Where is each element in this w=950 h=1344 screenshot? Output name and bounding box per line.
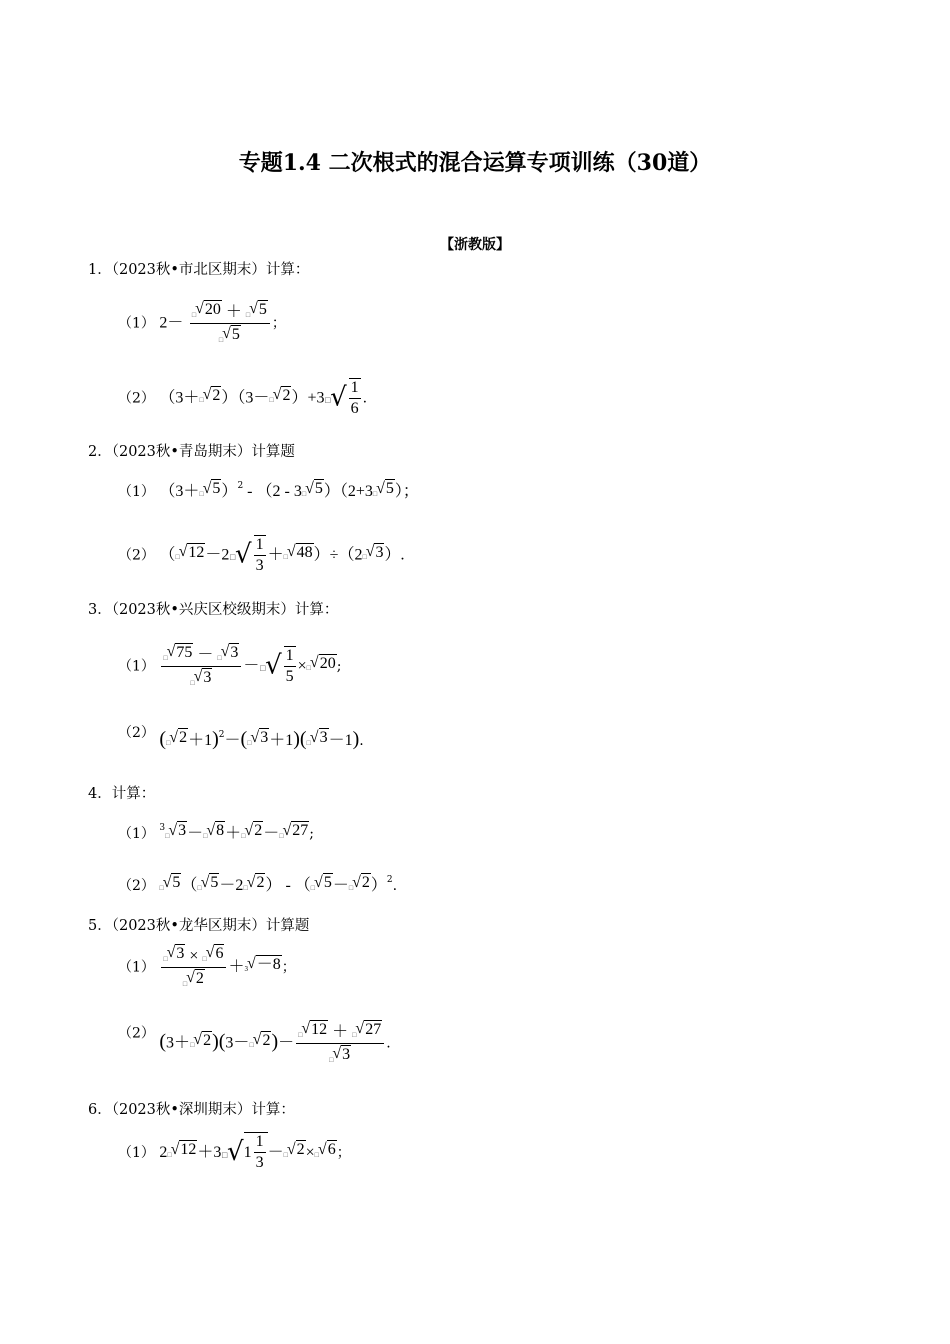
- radical: □ √ 20: [191, 300, 221, 319]
- radical: □ √ 2: [190, 1031, 212, 1050]
- question-4-heading: 4．计算：: [88, 786, 156, 802]
- radical: □ √ 20: [306, 654, 336, 673]
- radical: □ √ 48: [283, 543, 313, 562]
- fraction: □ √ 12 ＋ □ √ 27 □ √ 3: [296, 1020, 384, 1067]
- radical: □ √ 12: [167, 1140, 197, 1159]
- radical: □ √ 5: [159, 874, 181, 892]
- question-1-part-2: （2） （3＋ □ √ 2 ）（3－ □ √ 2 ）+3□√ $\frac{1}{6}$ .: [118, 379, 368, 418]
- radical: □ √ 2: [241, 822, 263, 840]
- question-5-heading: 5．（2023秋•龙华区期末）计算题: [88, 918, 310, 934]
- radical: □ √ 8: [203, 822, 225, 840]
- edition-label: 【浙教版】: [440, 237, 510, 253]
- page-title: 专题1.4 二次根式的混合运算专项训练（30道）: [238, 150, 712, 176]
- radical: □ √ 2: [249, 1031, 271, 1050]
- question-5-part-2: （2） (3＋ □ √ 2 )(3－ □ √ 2 )－ □ √ 12 ＋ □ √ 27 □ √ 3 .: [118, 1020, 391, 1067]
- question-4-part-2: （2） □ √ 5 （ □ √ 5 －2 □ √ 2 ） - （ □ √ 5 － □ √ 2 ）$^2$.: [118, 874, 398, 894]
- fraction: □ √ 3 × □ √ 6 □ √ 2: [161, 944, 226, 991]
- radical: □ √ 5: [310, 874, 332, 892]
- radical: □ √ 2: [269, 386, 291, 405]
- fraction: □ √ 20 ＋ □ √ 5 □ √ 5: [190, 300, 270, 347]
- radical: □ √ 12: [175, 543, 205, 562]
- question-2-part-2: （2） （ □ √ 12 －2□√ $\frac{1}{3}$ ＋ □ √ 48 ）÷（2 □ √ 3 ）.: [118, 536, 405, 575]
- radical: □ √ 5: [245, 300, 267, 319]
- question-1-part-1: （1） 2－ □ √ 20 ＋ □ √ 5 □ √ 5 ；: [118, 300, 286, 347]
- question-6-heading: 6．（2023秋•深圳期末）计算：: [88, 1102, 295, 1118]
- question-5-part-1: （1） □ √ 3 × □ √ 6 □ √ 2 ＋ 3 √ －8 ；: [118, 944, 296, 991]
- radical: □ √ 6: [202, 944, 224, 963]
- radical: □ √ 2: [243, 874, 265, 892]
- question-1-heading: 1．（2023秋•市北区期末）计算：: [88, 262, 310, 278]
- question-4-part-1: （1） $^3$ □ √ 3 － □ √ 8 ＋ □ √ 2 － □ √ 27 ;: [118, 822, 314, 842]
- radical: □ √ 75: [163, 643, 193, 662]
- radical: □ √ 2: [166, 729, 188, 747]
- question-6-part-1: （1） 2 □ √ 12 ＋3□√ 1 $\frac{1}{3}$ － □ √ 2 × □ √ 6 ；: [118, 1133, 351, 1172]
- cube-root: 3 √ －8: [244, 955, 281, 974]
- radical: □ √ 3: [306, 729, 328, 747]
- fraction: □ √ 75 － □ √ 3 □ √ 3: [161, 643, 241, 690]
- radical: □ √ 5: [301, 480, 323, 498]
- radical: □ √ 5: [197, 874, 219, 892]
- radical: □ √ 5: [218, 325, 240, 344]
- radical: □ √ 3: [163, 944, 185, 963]
- radical: □ √ 5: [372, 480, 394, 498]
- radical: □ √ 2: [199, 386, 221, 405]
- radical: □ √ 3: [217, 643, 239, 662]
- radical: □ √ 2: [182, 969, 204, 988]
- radical: □ √ 3: [165, 822, 187, 840]
- radical: □ √ 27: [352, 1020, 382, 1039]
- fraction: $\frac{1}{6}$: [350, 379, 359, 418]
- fraction: $\frac{1}{5}$: [285, 647, 294, 686]
- radical: □ √ 3: [329, 1045, 351, 1064]
- radical: □ √ 6: [314, 1140, 336, 1159]
- radical: □ √ 12: [298, 1020, 328, 1039]
- radical: □ √ 27: [279, 822, 309, 840]
- question-3-part-2: （2） ( □ √ 2 ＋1)$^2$－( □ √ 3 ＋1)( □ √ 3 －1).: [118, 725, 364, 750]
- question-2-part-1: （1） （3＋ □ √ 5 ）$^2$ - （2 - 3 □ √ 5 ）（2+3 □ √ 5 ）；: [118, 480, 419, 500]
- question-2-heading: 2．（2023秋•青岛期末）计算题: [88, 444, 295, 460]
- radical: □ √ 2: [283, 1140, 305, 1159]
- radical: □ √ 2: [348, 874, 370, 892]
- radical: □ √ 5: [199, 480, 221, 498]
- fraction: $\frac{1}{3}$: [255, 536, 264, 575]
- radical: □ √ 3: [190, 668, 212, 687]
- question-3-heading: 3．（2023秋•兴庆区校级期末）计算：: [88, 602, 339, 618]
- question-3-part-1: （1） □ √ 75 － □ √ 3 □ √ 3 －□√ $\frac{1}{5}$ × □ √ 20 ;: [118, 643, 341, 690]
- radical: □ √ 3: [362, 543, 384, 562]
- fraction: $\frac{1}{3}$: [255, 1133, 264, 1172]
- radical: □ √ 3: [247, 729, 269, 747]
